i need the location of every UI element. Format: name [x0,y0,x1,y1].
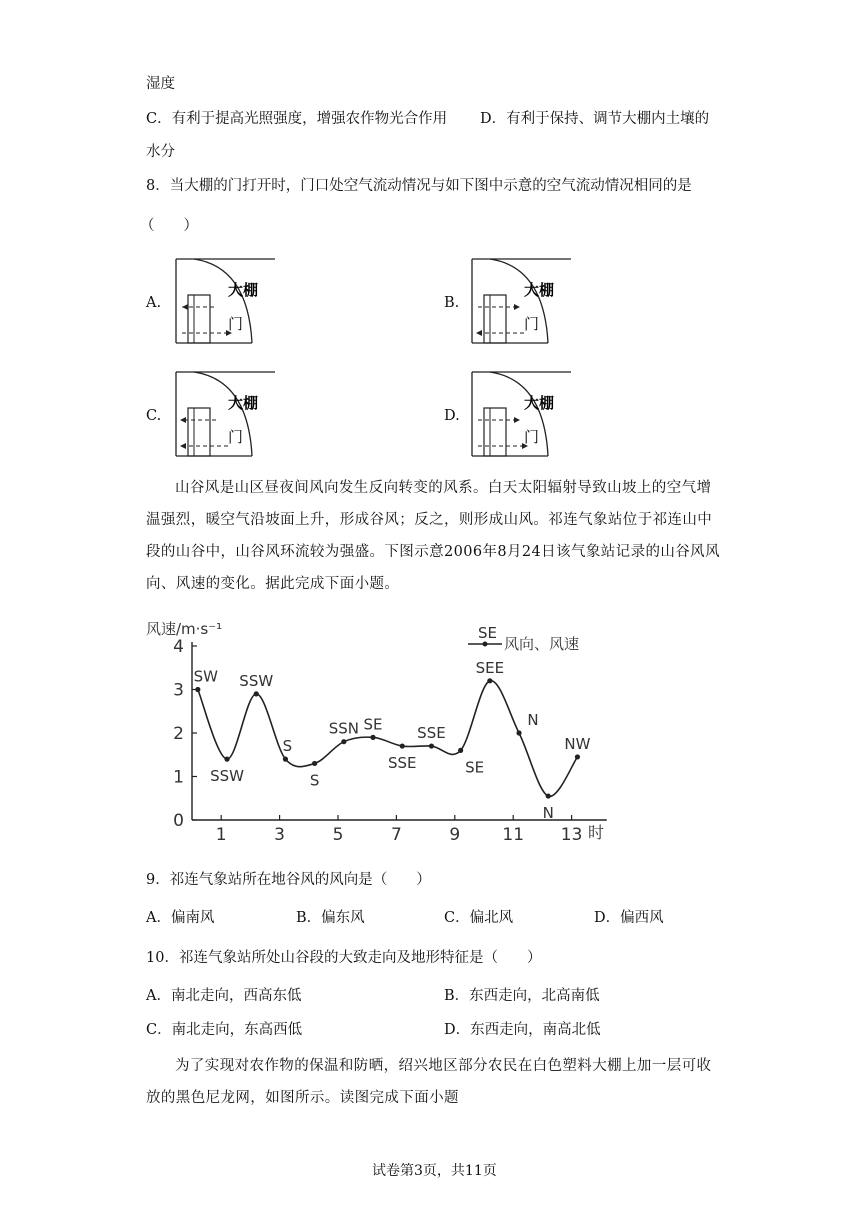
direction-label: NW [564,734,591,753]
q9-option-d: D．偏西风 [594,910,664,926]
direction-label: S [282,737,293,756]
data-point [341,739,346,744]
q7-continued-line: 湿度 [146,76,175,92]
q8-option-a-figure [170,255,280,351]
x-tick-label: 11 [502,825,525,844]
q8-option-b-figure [466,255,576,351]
chart-legend [468,624,579,653]
y-tick-label: 0 [173,811,184,831]
direction-label: SE [465,758,485,777]
q9-stem: 9．祁连气象站所在地谷风的风向是（ ） [146,872,431,888]
x-tick-label: 7 [390,825,402,844]
greenhouse-door-diagram-b [466,255,576,347]
data-point [283,757,288,762]
door-label: 门 [524,428,540,446]
q8-option-a-letter: A. [146,295,162,311]
q10-option-b: B．东西走向，北高南低 [444,988,600,1004]
direction-label: SW [193,667,219,686]
wind-speed-direction-chart [142,612,622,844]
data-point [516,730,521,735]
greenhouse-door-diagram-c [170,368,280,460]
q8-stem: 8．当大棚的门打开时，门口处空气流动情况与如下图中示意的空气流动情况相同的是 [146,178,692,194]
q8-option-d-letter: D. [444,408,460,424]
q8-option-d-figure [466,368,576,464]
y-axis-label: 风速/m·s⁻¹ [146,620,223,638]
data-point [254,691,259,696]
wind-chart [142,612,622,848]
x-tick-label: 5 [332,825,344,844]
shed-label: 大棚 [228,281,259,299]
data-point [575,754,580,759]
door-label: 门 [228,428,244,446]
data-point [312,761,317,766]
shed-label: 大棚 [524,394,555,412]
x-tick-label: 9 [449,825,461,844]
direction-label: S [309,771,320,790]
q7-option-d: D．有利于保持、调节大棚内土壤的 [480,111,710,127]
legend-marker [483,642,488,647]
passage-valley-wind: 山谷风是山区昼夜间风向发生反向转变的风系。白天太阳辐射导致山坡上的空气增温强烈，暖空气沿坡面上升，形成谷风；反之，则形成山风。祁连气象站位于祁连山中段的山谷中，山谷风环流较为强盛。下图示意2006年8月24日该气象站记录的山谷风风向、风速的变化。据此完成下面小题。 [146,480,720,592]
q9-option-c: C．偏北风 [444,910,514,926]
q9-option-b: B．偏东风 [296,910,365,926]
data-point [429,743,434,748]
data-point [458,748,463,753]
door-label: 门 [228,315,244,333]
q10-option-d: D．东西走向，南高北低 [444,1022,601,1038]
direction-label: SEE [475,658,505,677]
x-tick-label: 1 [215,825,227,844]
x-axis-label: 时 [588,823,605,842]
q7-continued-line-2: 水分 [146,144,175,160]
x-tick-label: 3 [274,825,286,844]
y-tick-label: 2 [173,724,184,744]
greenhouse-door-diagram-a [170,255,280,347]
q7-option-c: C．有利于提高光照强度，增强农作物光合作用 [146,111,448,127]
passage-greenhouse-net: 为了实现对农作物的保温和防晒，绍兴地区部分农民在白色塑料大棚上加一层可收放的黑色尼龙网，如图所示。读图完成下面小题 [146,1058,712,1106]
shed-label: 大棚 [228,394,259,412]
direction-label: SE [363,715,383,734]
door-label: 门 [524,315,540,333]
q9-option-a: A．偏南风 [146,910,215,926]
direction-label: SSW [210,767,244,786]
data-point [546,793,551,798]
y-tick-label: 4 [173,637,184,657]
shed-label: 大棚 [524,281,555,299]
x-tick-label: 13 [560,825,583,844]
q8-answer-blank: （ ） [140,218,198,234]
legend-text: 风向、风速 [504,635,580,653]
direction-label: SSW [239,671,274,690]
direction-label: SSN [328,719,359,738]
direction-label: N [527,711,539,729]
wind-speed-line [198,681,578,797]
data-point [195,687,200,692]
direction-label: SSE [417,724,446,743]
data-point [400,743,405,748]
legend-symbol-label: SE [478,624,497,642]
q8-option-b-letter: B. [444,295,460,311]
q10-option-a: A．南北走向，西高东低 [146,988,302,1004]
q10-stem: 10．祁连气象站所处山谷段的大致走向及地形特征是（ ） [146,950,542,966]
y-tick-label: 1 [173,767,184,788]
data-point [224,757,229,762]
data-point [487,678,492,683]
q10-option-c: C．南北走向，东高西低 [146,1022,303,1038]
q8-option-c-letter: C. [146,408,162,424]
direction-label: SSE [387,754,417,773]
direction-label: N [542,804,554,823]
data-point [370,735,375,740]
page-footer: 试卷第3页，共11页 [372,1163,497,1179]
greenhouse-door-diagram-d [466,368,576,460]
y-tick-label: 3 [173,680,184,701]
q8-option-c-figure [170,368,280,464]
